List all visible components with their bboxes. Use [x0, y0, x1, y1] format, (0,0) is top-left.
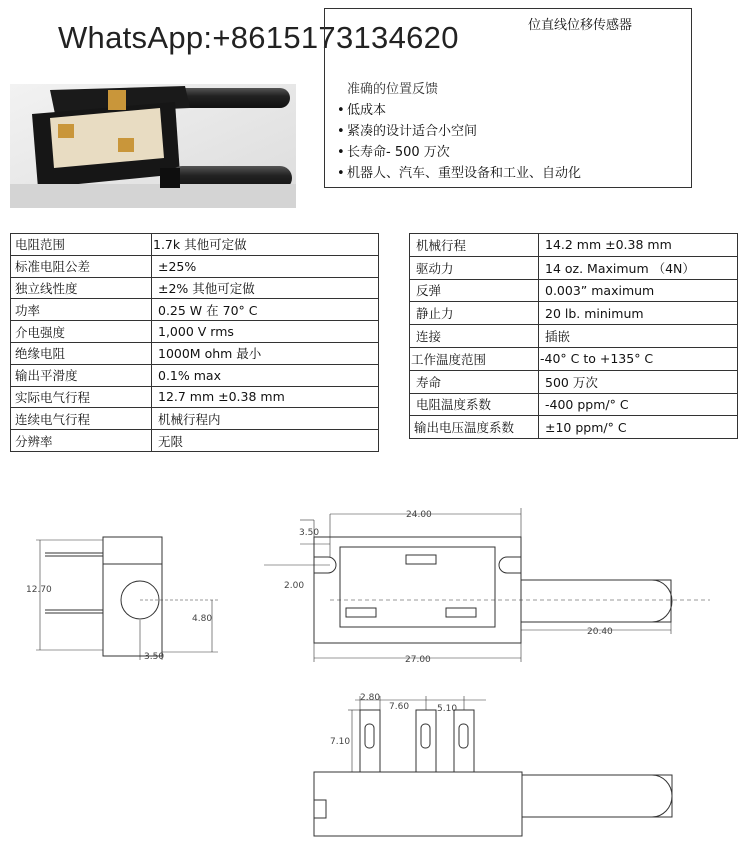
spec-label: 连接	[410, 325, 539, 348]
spec-table-electrical	[10, 233, 379, 452]
spec-label: 工作温度范围	[410, 347, 539, 370]
spec-label: 寿命	[410, 370, 539, 393]
spec-value: 500 万次	[539, 370, 738, 393]
spec-value: 20 lb. minimum	[539, 302, 738, 325]
dim-top-rod: 20.40	[587, 627, 613, 637]
spec-label: 介电强度	[11, 321, 152, 343]
spec-label: 输出平滑度	[11, 364, 152, 386]
spec-value: ±2% 其他可定做	[152, 277, 379, 299]
dim-side-height: 12.70	[26, 585, 52, 595]
dim-pin-pitch-2: 5.10	[437, 704, 458, 714]
table-row	[410, 256, 738, 279]
table-row	[11, 299, 379, 321]
spec-label: 功率	[11, 299, 152, 321]
spec-value: -40° C to +135° C	[539, 347, 738, 370]
table-row	[11, 255, 379, 277]
table-row	[410, 393, 738, 416]
table-row	[11, 386, 379, 408]
spec-label: 连续电气行程	[11, 408, 152, 430]
feature-box	[324, 8, 692, 188]
whatsapp-watermark: WhatsApp:+8615173134620	[58, 20, 459, 55]
spec-label: 电阻范围	[11, 234, 152, 256]
dim-side-offset: 4.80	[192, 614, 213, 624]
sensor-photo-illustration	[10, 84, 296, 208]
spec-value: 12.7 mm ±0.38 mm	[152, 386, 379, 408]
spec-label: 独立线性度	[11, 277, 152, 299]
front-view-drawing	[314, 696, 672, 836]
spec-value: 无限	[152, 430, 379, 452]
spec-value: 1.7k 其他可定做	[152, 234, 379, 256]
product-photo	[10, 84, 296, 208]
spec-value: ±10 ppm/° C	[539, 416, 738, 439]
spec-table-mechanical	[409, 233, 738, 439]
spec-value: 1,000 V rms	[152, 321, 379, 343]
dim-pin-pitch-1: 7.60	[389, 702, 410, 712]
feature-title: 位直线位移传感器	[528, 18, 633, 33]
spec-value: ±25%	[152, 255, 379, 277]
dim-pin-width: 2.80	[360, 693, 381, 703]
table-row	[410, 416, 738, 439]
side-view-drawing	[36, 537, 218, 660]
spec-label: 机械行程	[410, 234, 539, 257]
spec-value: 插嵌	[539, 325, 738, 348]
spec-value: 机械行程内	[152, 408, 379, 430]
table-row	[11, 408, 379, 430]
dimension-drawings	[0, 480, 750, 864]
spec-label: 驱动力	[410, 256, 539, 279]
table-row	[410, 302, 738, 325]
table-row	[410, 370, 738, 393]
spec-label: 标准电阻公差	[11, 255, 152, 277]
table-row	[11, 364, 379, 386]
spec-value: -400 ppm/° C	[539, 393, 738, 416]
spec-label: 绝缘电阻	[11, 342, 152, 364]
spec-label: 反弹	[410, 279, 539, 302]
dim-side-width: 3.50	[144, 652, 165, 662]
spec-label: 实际电气行程	[11, 386, 152, 408]
spec-label: 分辨率	[11, 430, 152, 452]
feature-item: • 低成本	[337, 103, 387, 118]
spec-value: 14 oz. Maximum （4N）	[539, 256, 738, 279]
spec-value: 1000M ohm 最小	[152, 342, 379, 364]
table-row	[11, 342, 379, 364]
table-row	[11, 277, 379, 299]
table-row	[11, 430, 379, 452]
spec-value: 0.1% max	[152, 364, 379, 386]
spec-label: 电阻温度系数	[410, 393, 539, 416]
table-row	[410, 347, 738, 370]
spec-value: 14.2 mm ±0.38 mm	[539, 234, 738, 257]
spec-value: 0.003” maximum	[539, 279, 738, 302]
spec-label: 静止力	[410, 302, 539, 325]
dim-top-offset: 2.00	[284, 581, 305, 591]
dim-pin-height: 7.10	[330, 737, 351, 747]
table-row	[11, 321, 379, 343]
top-view-drawing	[264, 508, 710, 662]
dim-top-length: 24.00	[406, 510, 432, 520]
feature-item: • 机器人、汽车、重型设备和工业、自动化	[337, 166, 582, 181]
feature-item: • 长寿命- 500 万次	[337, 145, 450, 160]
dim-top-edge: 3.50	[299, 528, 320, 538]
spec-value: 0.25 W 在 70° C	[152, 299, 379, 321]
table-row	[410, 234, 738, 257]
table-row	[410, 279, 738, 302]
feature-item: • 紧凑的设计适合小空间	[337, 124, 478, 139]
table-row	[11, 234, 379, 256]
table-row	[410, 325, 738, 348]
feature-partial-line: 准确的位置反馈	[347, 82, 439, 97]
dim-top-total: 27.00	[405, 655, 431, 665]
spec-label: 输出电压温度系数	[410, 416, 539, 439]
